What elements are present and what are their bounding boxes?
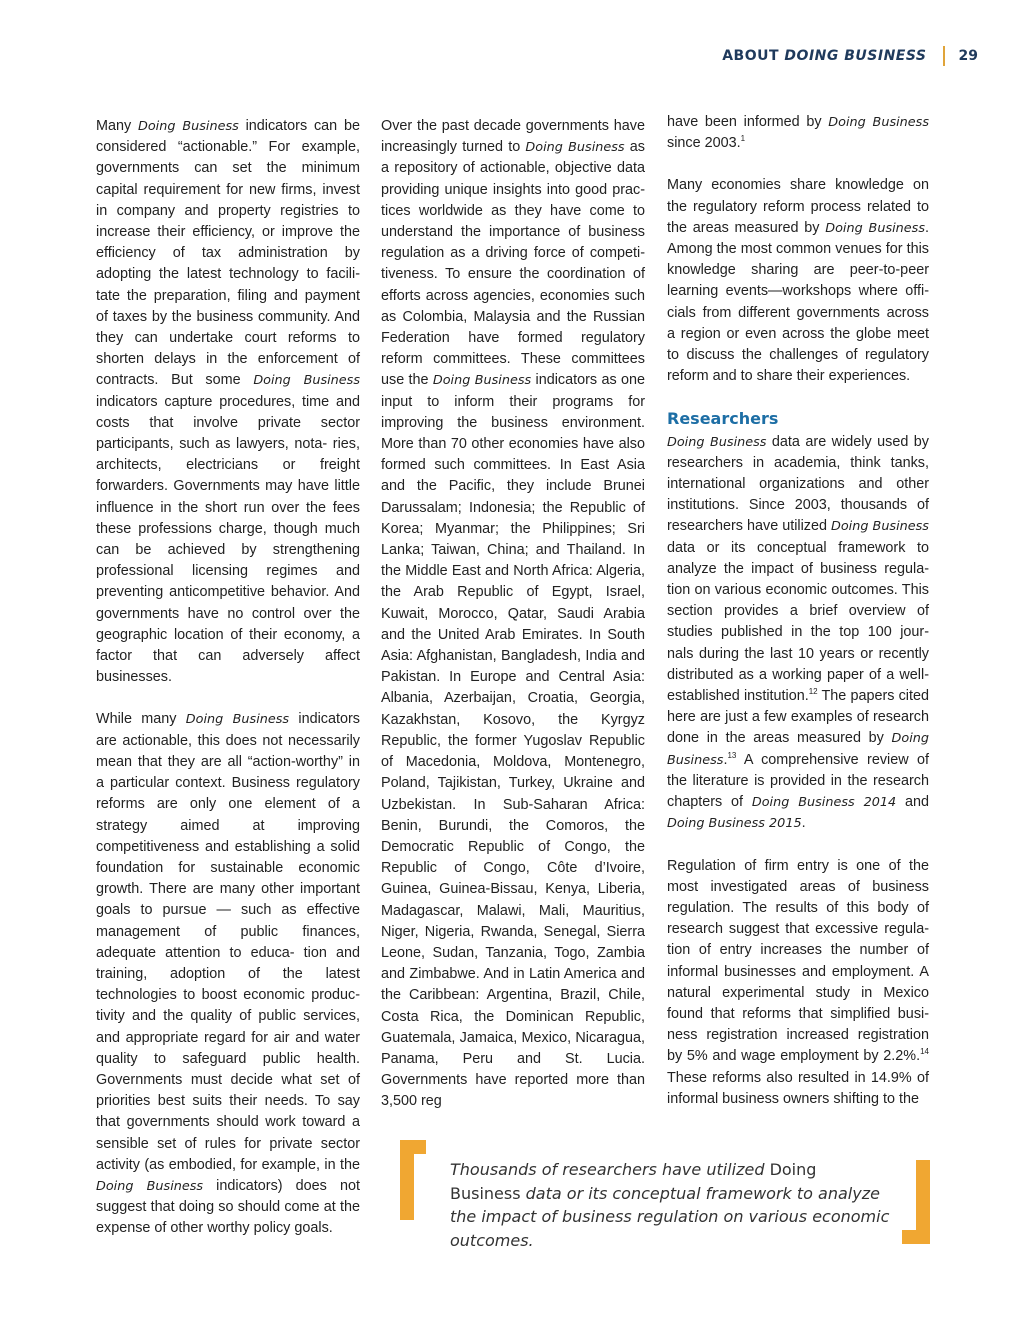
pull-quote-text: Thousands of researchers have utilized Doing Business data or its conceptual framework to analyze the impact of business regulation on various economic outcomes. bbox=[450, 1160, 890, 1250]
column-1 bbox=[96, 116, 360, 1261]
paragraph: While many Doing Business indicators are actionable, this does not necessarily mean that they are all “action-worthy” in a particular context. Business regulatory reforms are only one element of a strategy aimed at improving competitiveness and establishing a solid foundation for sustainable economic growth. There are many other important goals to pursue — such as effective management of public finances, adequate attention to educa- tion and training, adoption of the latest technologies to boost economic produc- tivity and the quality of public services, and appropriate regard for air and water quality to safeguard public health. Governments must decide what set of priorities best suits their needs. To say that governments should work toward a sensible set of rules for private sector activity (as embodied, for example, in the Doing Business indicators) does not suggest that doing so should come at the expense of other worthy policy goals. bbox=[96, 711, 360, 1237]
page-number: 29 bbox=[958, 48, 978, 64]
paragraph: Regulation of firm entry is one of the most investigated areas of business regulation. The results of this body of research suggest that excessive regula- tion of entry increases the number of informal businesses and employment. A natural experimental study in Mexico found that reforms that simplified busi- ness registration increased registration by 5% and wage employment by 2.2%.$^{14}$ These reforms also resulted in 14.9% of informal business owners shifting to the bbox=[667, 857, 929, 1107]
header-separator bbox=[943, 46, 945, 66]
running-header bbox=[722, 44, 978, 68]
pull-quote bbox=[400, 1140, 930, 1250]
section-heading: Researchers bbox=[667, 409, 779, 429]
left-bracket-decoration bbox=[400, 1140, 414, 1220]
paragraph: Many economies share knowledge on the regulatory reform process related to the areas measured by Doing Business. Among the most common venues for this knowledge sharing are peer-to-peer learning events—workshops where offi- cials from different governments across a region or even across the globe meet to discuss the challenges of regulatory reform and to share their experiences. bbox=[667, 177, 929, 385]
paragraph: have been informed by Doing Business since 2003.$^1$ bbox=[667, 114, 929, 152]
header-title: ABOUT DOING BUSINESS bbox=[722, 48, 927, 64]
paragraph: Many Doing Business indicators can be considered “actionable.” For example, governments can set the minimum capital requirement for new firms, invest in company and property registries to increase their efficiency, or improve the efficiency of tax administration by adopting the latest technology to facili- tate the preparation, filing and payment of taxes by the business community. And they can undertake court reforms to shorten delays in the enforcement of contracts. But some Doing Business indicators capture procedures, time and costs that involve private sector participants, such as lawyers, nota- ries, architects, electricians or freight forwarders. Governments may have little influence in the short run over the fees these professions charge, though much can be achieved by strengthening professional licensing regimes and preventing anticompetitive behavior. And governments have no control over the geographic location of their economy, a factor that can adversely affect businesses. bbox=[96, 118, 360, 686]
paragraph: Over the past decade governments have increasingly turned to Doing Business as a repository of actionable, objective data providing unique insights into good prac- tices worldwide as they have come to understand the importance of business regulation as a driving force of competi- tiveness. To ensure the coordination of efforts across agencies, economies such as Colombia, Malaysia and the Russian Federation have formed regulatory reform committees. These committees use the Doing Business indicators as one input to inform their programs for improving the business environment. More than 70 other economies have also formed such committees. In East Asia and the Pacific, they include Brunei Darussalam; Indonesia; the Republic of Korea; Myanmar; the Philippines; Sri Lanka; Taiwan, China; and Thailand. In the Middle East and North Africa: Algeria, the Arab Republic of Egypt, Israel, Kuwait, Morocco, Qatar, Saudi Arabia and the United Arab Emirates. In South Asia: Afghanistan, Bangladesh, India and Pakistan. In Europe and Central Asia: Albania, Azerbaijan, Croatia, Georgia, Kazakhstan, Kosovo, the Kyrgyz Republic, the former Yugoslav Republic of Macedonia, Moldova, Montenegro, Poland, Tajikistan, Turkey, Ukraine and Uzbekistan. In Sub-Saharan Africa: Benin, Burundi, the Comoros, the Democratic Republic of Congo, the Republic of Congo, Côte d’Ivoire, Guinea, Guinea-Bissau, Kenya, Liberia, Madagascar, Malawi, Mali, Mauritius, Niger, Nigeria, Rwanda, Senegal, Sierra Leone, Sudan, Tanzania, Togo, Zambia and Zimbabwe. And in Latin America and the Caribbean: Argentina, Brazil, Chile, Costa Rica, the Dominican Republic, Guatemala, Jamaica, Mexico, Nicaragua, Panama, Peru and St. Lucia. Governments have reported more than 3,500 reg bbox=[381, 118, 645, 1110]
column-3 bbox=[667, 116, 929, 1131]
paragraph: Doing Business data are widely used by researchers in academia, think tanks, international organizations and other institutions. Since 2003, thousands of researchers have utilized Doing Business data or its conceptual framework to analyze the impact of business regula- tion on various economic outcomes. This section provides a brief overview of studies published in the top 100 jour- nals during the last 10 years or recently distributed as a working paper of a well-established institution.$^{12}$ The papers cited here are just a few examples of research done in the areas measured by Doing Business.$^{13}$ A comprehensive review of the literature is provided in the research chapters of Doing Business 2014 and Doing Business 2015. bbox=[667, 433, 929, 832]
right-bracket-decoration bbox=[916, 1160, 930, 1244]
column-2 bbox=[381, 116, 645, 1134]
